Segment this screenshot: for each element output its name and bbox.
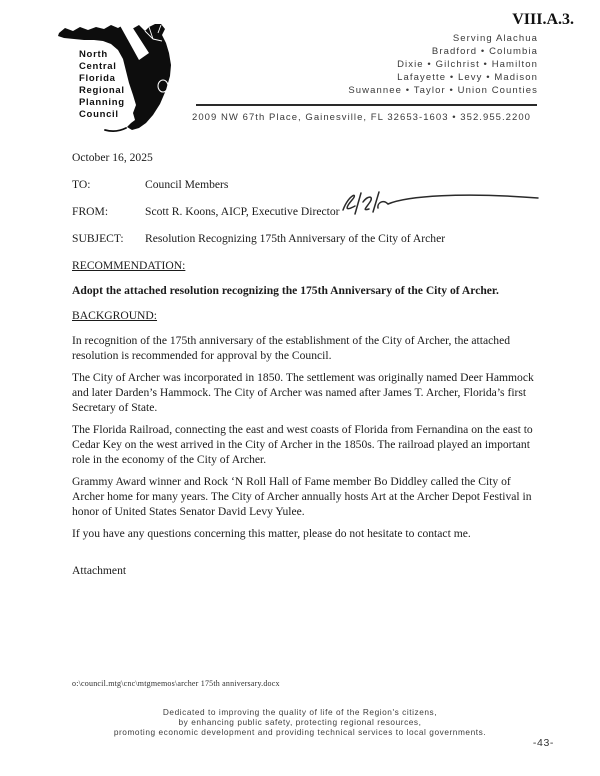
footer-motto-line: promoting economic development and providing technical services to local governments.	[113, 727, 487, 737]
council-name-line: Council	[79, 109, 119, 120]
council-name-line: Florida	[79, 73, 116, 84]
to-value: Council Members	[145, 178, 229, 191]
letterhead-divider	[196, 104, 537, 106]
serving-line: Serving Alachua	[452, 33, 538, 44]
closing-paragraph: If you have any questions concerning this matter, please do not hesitate to contact me.	[72, 527, 471, 540]
recommendation-heading: RECOMMENDATION:	[72, 259, 186, 272]
to-label: TO:	[72, 178, 91, 191]
footer-motto-line: by enhancing public safety, protecting regional resources,	[178, 717, 422, 727]
serving-line: Suwannee • Taylor • Union Counties	[348, 85, 538, 96]
memo-date: October 16, 2025	[72, 151, 153, 164]
council-name	[79, 49, 125, 121]
footer-motto-line: Dedicated to improving the quality of life of the Region's citizens,	[162, 707, 438, 717]
subject-value: Resolution Recognizing 175th Anniversary of the City of Archer	[145, 232, 446, 245]
council-name-line: Planning	[79, 97, 125, 108]
serving-line: Dixie • Gilchrist • Hamilton	[397, 59, 538, 70]
agenda-item-number: VIII.A.3.	[512, 11, 574, 28]
recommendation-text: Adopt the attached resolution recognizing the 175th Anniversary of the City of Archer.	[72, 284, 499, 297]
address-line: 2009 NW 67th Place, Gainesville, FL 32653-1603 • 352.955.2200	[192, 112, 532, 123]
attachment-note: Attachment	[72, 564, 127, 577]
council-logo	[52, 12, 206, 142]
background-paragraph: Grammy Award winner and Rock ‘N Roll Hall of Fame member Bo Diddley called the City of Archer home for many years. The City of Archer annually hosts Art at the Archer Depot Festival in honor of United States Senator David Levy Yulee.	[72, 475, 532, 518]
florida-map-icon	[52, 12, 206, 142]
background-heading: BACKGROUND:	[72, 309, 158, 322]
background-paragraph: In recognition of the 175th anniversary of the establishment of the City of Archer, the attached resolution is recommended for approval by the Council.	[72, 334, 511, 362]
background-paragraph: The City of Archer was incorporated in 1850. The settlement was originally named Deer Hammock and later Darden’s Hammock. The City of Archer was named after James T. Archer, Florida’s first Secretary of State.	[72, 371, 534, 414]
council-name-line: Central	[79, 61, 117, 72]
serving-line: Lafayette • Levy • Madison	[397, 72, 538, 83]
background-paragraph: The Florida Railroad, connecting the east and west coasts of Florida from Fernandina on the east to Cedar Key on the west arrived in the City of Archer in the 1850s. The railroad played an important role in the economy of the City of Archer.	[72, 423, 533, 466]
from-label: FROM:	[72, 205, 109, 218]
serving-counties-list	[348, 32, 538, 97]
subject-label: SUBJECT:	[72, 232, 124, 245]
council-name-line: Regional	[79, 85, 125, 96]
executive-director-signature	[332, 189, 546, 217]
letterhead	[0, 0, 600, 148]
document-file-path: o:\council.mtg\cnc\mtgmemos\archer 175th anniversary.docx	[72, 679, 280, 688]
memo-subject-row	[72, 231, 542, 246]
page-number: -43-	[532, 737, 554, 749]
serving-line: Bradford • Columbia	[431, 46, 538, 57]
footer-motto	[0, 707, 600, 737]
from-value: Scott R. Koons, AICP, Executive Director	[145, 205, 340, 218]
council-name-line: North	[79, 49, 108, 60]
